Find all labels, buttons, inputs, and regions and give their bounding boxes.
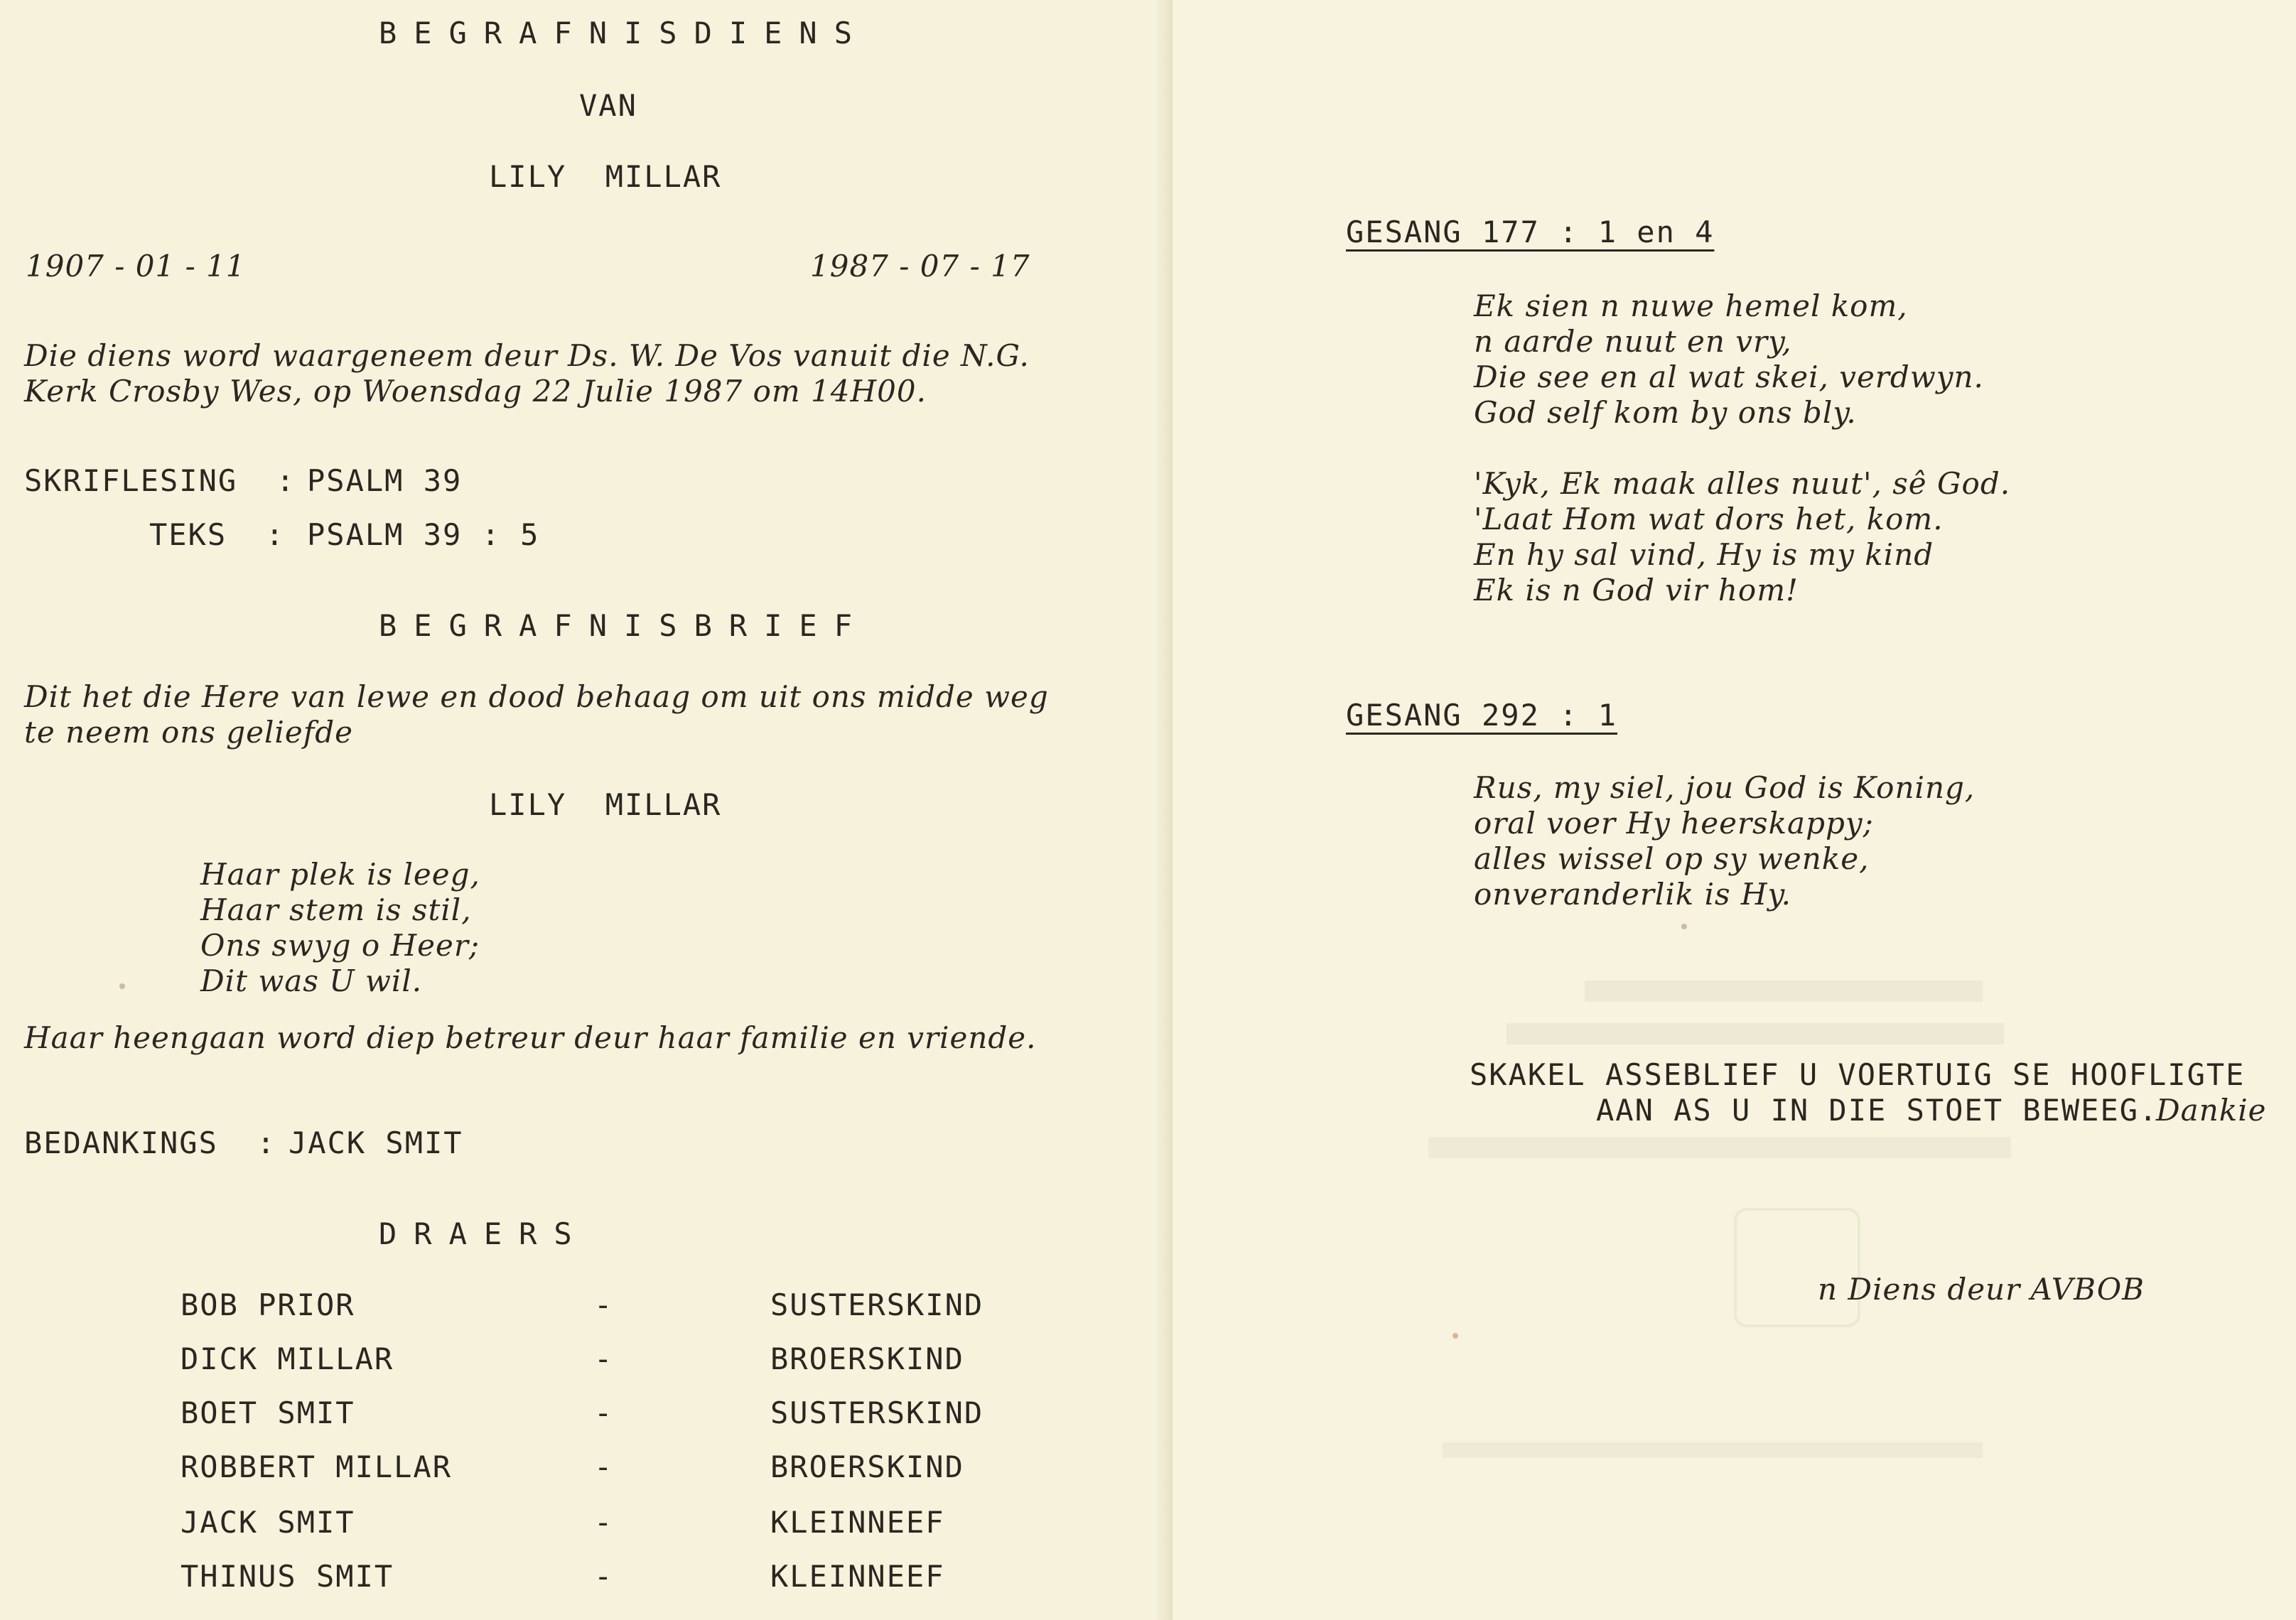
text-value: PSALM 39 : 5: [307, 517, 540, 552]
hymn-1-line: En hy sal vind, Hy is my kind: [1474, 537, 1934, 572]
hymn-1-line: Die see en al wat skei, verdwyn.: [1474, 360, 1984, 394]
letter-title: BEGRAFNISBRIEF: [379, 608, 870, 643]
service-title: BEGRAFNISDIENS: [379, 16, 870, 50]
hymn-1-line: Ek is n God vir hom!: [1474, 573, 1799, 608]
thanks-value: JACK SMIT: [289, 1125, 463, 1160]
bearer-relation: SUSTERSKIND: [770, 1287, 984, 1322]
bearer-name: ROBBERT MILLAR: [180, 1449, 453, 1484]
bearer-dash: -: [594, 1341, 614, 1376]
headlights-notice-line-2: AAN AS U IN DIE STOET BEWEEG.: [1596, 1093, 2159, 1128]
bleed-through-print: [1585, 981, 1983, 1002]
right-page: [1173, 0, 2296, 1620]
service-details-line-2: Kerk Crosby Wes, op Woensdag 22 Julie 1987 om 14H00.: [24, 374, 927, 409]
paper-speck: [1681, 924, 1687, 929]
letter-line-2: te neem ons geliefde: [24, 715, 354, 750]
text-label: TEKS :: [149, 517, 286, 552]
hymn-1-line: Ek sien n nuwe hemel kom,: [1474, 288, 1908, 323]
hymn-1-line: 'Laat Hom wat dors het, kom.: [1474, 502, 1944, 536]
bearer-name: THINUS SMIT: [180, 1559, 394, 1594]
poem-line: Haar plek is leeg,: [200, 857, 480, 892]
bearer-dash: -: [594, 1505, 614, 1540]
bearers-title: DRAERS: [379, 1216, 589, 1251]
hymn-1-line: 'Kyk, Ek maak alles nuut', sê God.: [1474, 466, 2011, 501]
bearer-dash: -: [594, 1395, 614, 1430]
hymn-2-title: GESANG 292 : 1: [1346, 698, 1618, 733]
bleed-through-print: [1443, 1442, 1983, 1458]
bearer-relation: KLEINNEEF: [770, 1505, 945, 1540]
bearer-name: DICK MILLAR: [180, 1341, 394, 1376]
birth-date: 1907 - 01 - 11: [26, 249, 246, 284]
bearer-relation: BROERSKIND: [770, 1341, 964, 1376]
letter-name: LILY MILLAR: [489, 787, 722, 822]
bearer-relation: SUSTERSKIND: [770, 1395, 984, 1430]
letter-line-1: Dit het die Here van lewe en dood behaag om uit ons midde weg: [24, 679, 1049, 714]
bearer-dash: -: [594, 1287, 614, 1322]
notice-thanks: Dankie: [2156, 1093, 2267, 1128]
hymn-2-line: Rus, my siel, jou God is Koning,: [1474, 770, 1976, 805]
hymn-2-line: alles wissel op sy wenke,: [1474, 841, 1870, 876]
bleed-through-print: [1507, 1023, 2004, 1044]
bearer-relation: KLEINNEEF: [770, 1559, 945, 1594]
hymn-1-line: God self kom by ons bly.: [1474, 395, 1857, 430]
poem-line: Dit was U wil.: [200, 963, 423, 998]
hymn-2-line: onveranderlik is Hy.: [1474, 877, 1792, 912]
hymn-1-title: GESANG 177 : 1 en 4: [1346, 215, 1715, 249]
thanks-label: BEDANKINGS :: [24, 1125, 276, 1160]
reading-value: PSALM 39: [307, 463, 463, 498]
bearer-name: BOB PRIOR: [180, 1287, 355, 1322]
poem-line: Ons swyg o Heer;: [200, 928, 480, 963]
bearer-name: BOET SMIT: [180, 1395, 355, 1430]
hymn-2-line: oral voer Hy heerskappy;: [1474, 806, 1874, 841]
headlights-notice-line-1: SKAKEL ASSEBLIEF U VOERTUIG SE HOOFLIGTE: [1470, 1057, 2246, 1092]
paper-speck: [119, 983, 125, 989]
service-details-line-1: Die diens word waargeneem deur Ds. W. De Vos vanuit die N.G.: [24, 338, 1030, 373]
bearer-dash: -: [594, 1559, 614, 1594]
bearer-dash: -: [594, 1449, 614, 1484]
reading-label: SKRIFLESING :: [24, 463, 296, 498]
deceased-name: LILY MILLAR: [489, 159, 722, 194]
poem-line: Haar stem is stil,: [200, 892, 472, 927]
bleed-through-seal: [1734, 1208, 1860, 1327]
service-provider: n Diens deur AVBOB: [1818, 1272, 2145, 1307]
mourning-line: Haar heengaan word diep betreur deur haar familie en vriende.: [24, 1020, 1037, 1055]
bearer-relation: BROERSKIND: [770, 1449, 964, 1484]
death-date: 1987 - 07 - 17: [810, 249, 1030, 284]
paper-speck: [1452, 1333, 1458, 1339]
van-label: VAN: [579, 88, 637, 123]
bearer-name: JACK SMIT: [180, 1505, 355, 1540]
hymn-1-line: n aarde nuut en vry,: [1474, 324, 1792, 359]
bleed-through-print: [1428, 1137, 2011, 1158]
